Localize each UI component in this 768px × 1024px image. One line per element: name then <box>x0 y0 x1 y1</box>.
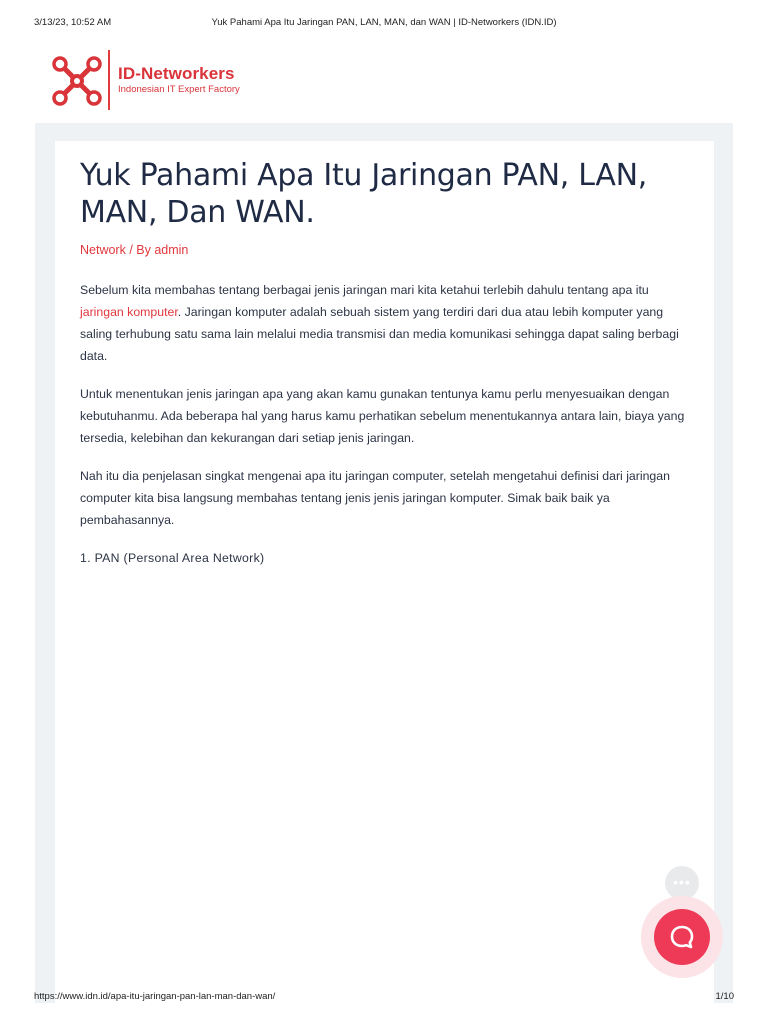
author-link[interactable]: admin <box>154 243 189 257</box>
article-content <box>80 157 692 569</box>
article-meta <box>80 243 692 257</box>
chat-bubble-icon <box>668 923 696 951</box>
print-page-number: 1/10 <box>715 991 734 1002</box>
jaringan-komputer-link[interactable]: jaringan komputer <box>80 305 178 319</box>
article-card <box>55 141 714 1003</box>
more-options-button[interactable] <box>665 866 699 900</box>
site-logo[interactable] <box>52 50 292 112</box>
idn-logo-icon <box>52 56 102 106</box>
meta-separator: / By <box>125 243 155 257</box>
paragraph-intro-text-1: Sebelum kita membahas tentang berbagai jenis jaringan mari kita ketahui terlebih dahulu tentang apa itu <box>80 283 649 297</box>
chat-button[interactable] <box>654 909 710 965</box>
print-page-title: Yuk Pahami Apa Itu Jaringan PAN, LAN, MAN, dan WAN | ID-Networkers (IDN.ID) <box>211 17 557 28</box>
print-url: https://www.idn.id/apa-itu-jaringan-pan-lan-man-dan-wan/ <box>34 991 276 1002</box>
paragraph-intro-text-2: . Jaringan komputer adalah sebuah sistem yang terdiri dari dua atau lebih komputer yang saling terhubung satu sama lain melalui media transmisi dan media komunikasi sehingga dapat saling berbagi data. <box>80 305 679 363</box>
brand-tagline: Indonesian IT Expert Factory <box>118 84 240 95</box>
print-datetime: 3/13/23, 10:52 AM <box>34 17 112 28</box>
brand-name: ID-Networkers <box>118 64 235 83</box>
category-link[interactable]: Network <box>80 243 126 257</box>
ellipsis-icon: ••• <box>673 874 691 890</box>
section-heading-pan: 1. PAN (Personal Area Network) <box>80 551 265 565</box>
paragraph-needs: Untuk menentukan jenis jaringan apa yang akan kamu gunakan tentunya kamu perlu menyesuaikan dengan kebutuhanmu. Ada beberapa hal yang harus kamu perhatikan sebelum menentukannya antara lain, biaya yang tersedia, kelebihan dan kekurangan dari setiap jenis jaringan. <box>80 387 685 445</box>
paragraph-summary: Nah itu dia penjelasan singkat mengenai apa itu jaringan computer, setelah mengetahui definisi dari jaringan computer kita bisa langsung membahas tentang jenis jenis jaringan komputer. Simak baik baik ya pembahasannya. <box>80 469 670 527</box>
article-title: Yuk Pahami Apa Itu Jaringan PAN, LAN, MAN, Dan WAN. <box>80 158 647 230</box>
logo-divider <box>108 50 110 110</box>
print-footer <box>34 991 734 1005</box>
print-header <box>34 17 734 31</box>
paragraph-intro <box>80 279 692 367</box>
